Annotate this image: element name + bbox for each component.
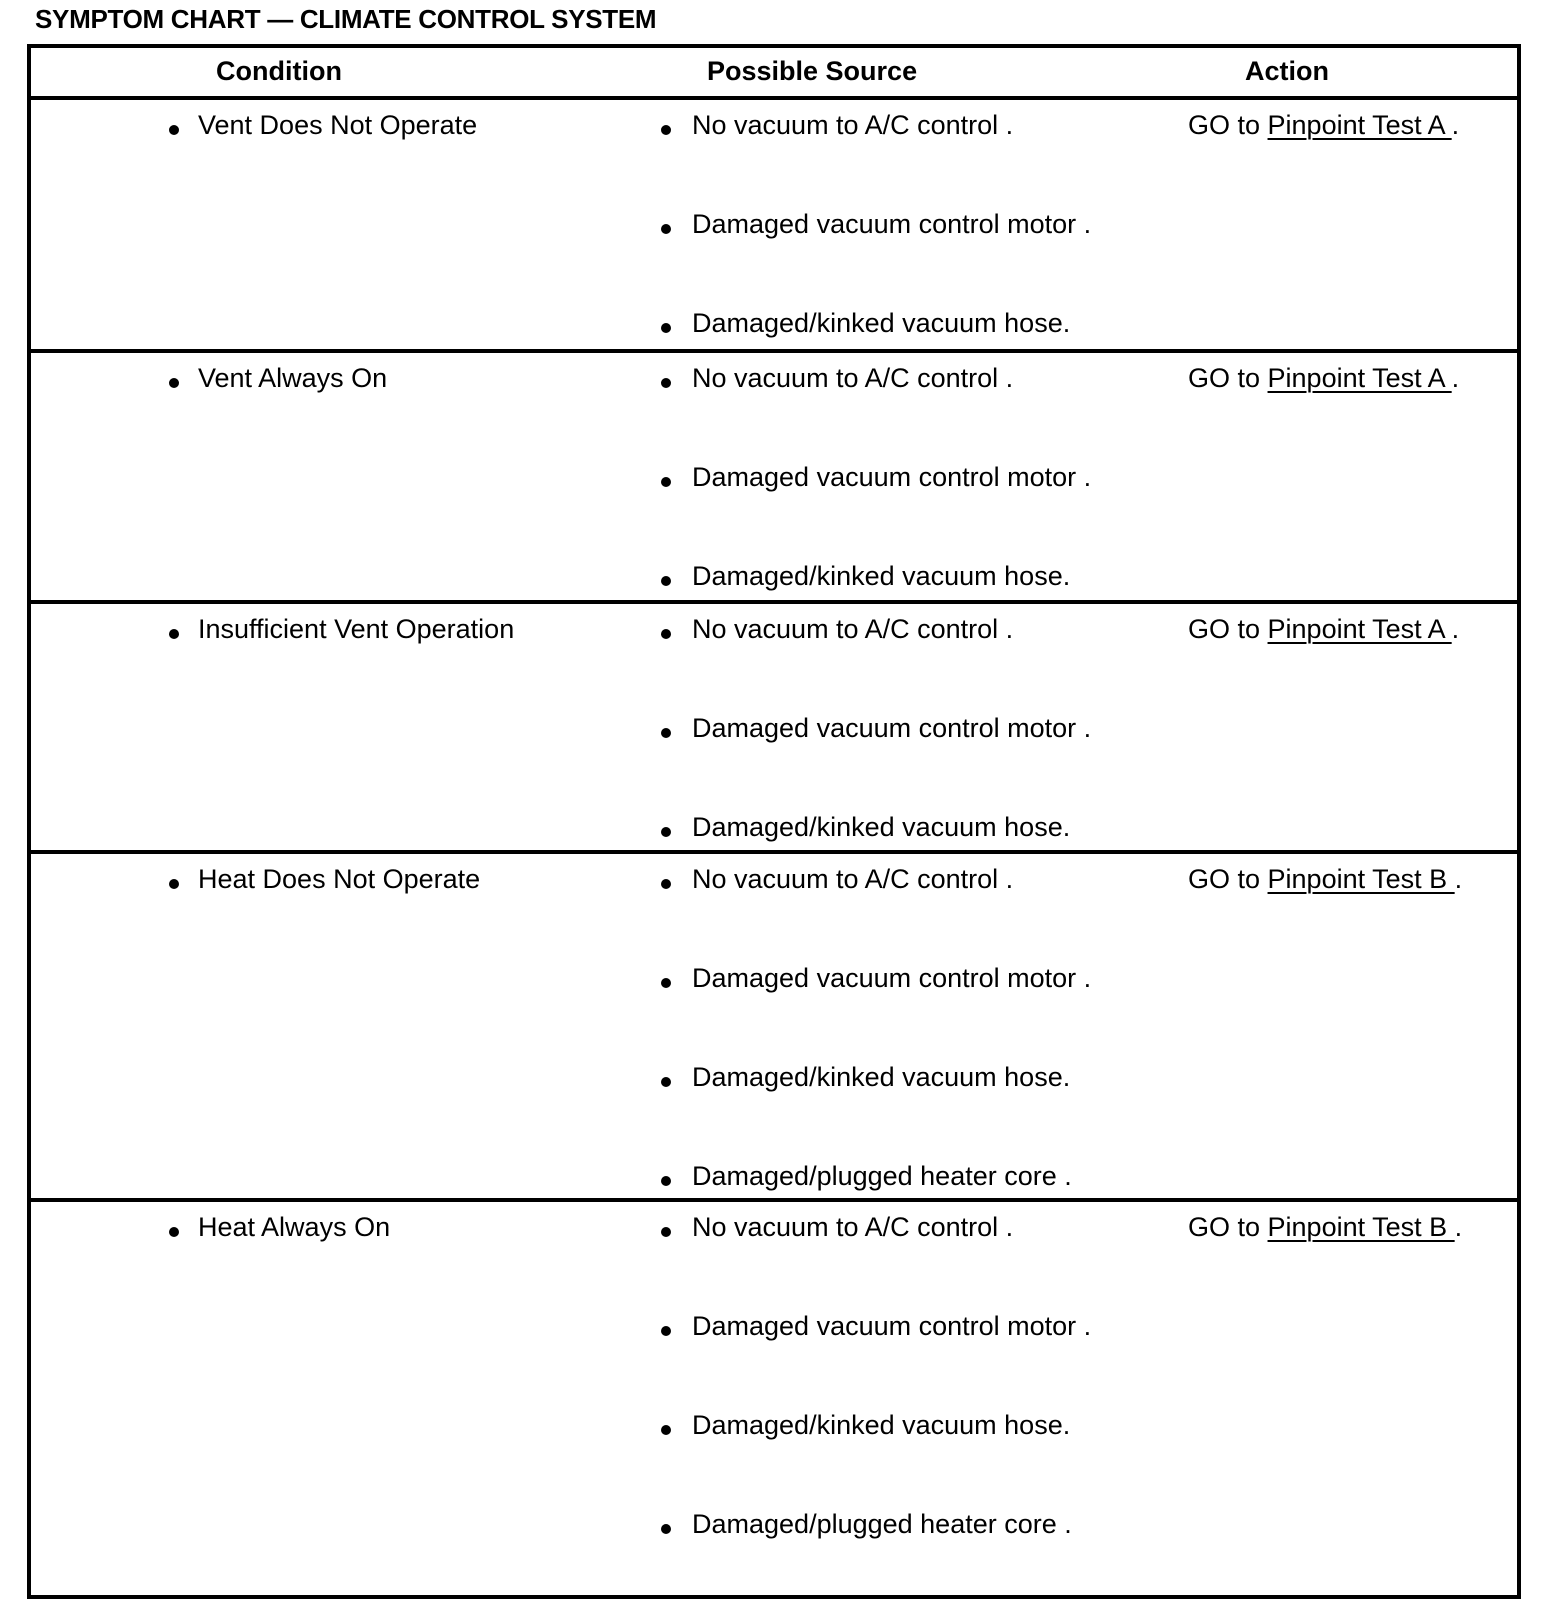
action-prefix: GO to xyxy=(1188,1212,1268,1242)
pinpoint-test-link[interactable]: Pinpoint Test B xyxy=(1267,1212,1455,1242)
possible-source-text: Damaged vacuum control motor . xyxy=(692,209,1092,239)
possible-source-text: Damaged vacuum control motor . xyxy=(692,713,1092,743)
header-action: Action xyxy=(1245,56,1329,86)
source-bullet-icon xyxy=(661,378,671,388)
source-bullet-icon xyxy=(661,1425,671,1435)
action-suffix: . xyxy=(1454,864,1463,894)
action-cell xyxy=(1188,363,1459,394)
source-bullet-icon xyxy=(661,224,671,234)
source-bullet-icon xyxy=(661,728,671,738)
possible-source-text: No vacuum to A/C control . xyxy=(692,864,1014,894)
action-suffix: . xyxy=(1454,1212,1463,1242)
condition-text: Vent Always On xyxy=(198,363,388,393)
condition-text: Heat Does Not Operate xyxy=(198,864,481,894)
possible-source-text: No vacuum to A/C control . xyxy=(692,363,1014,393)
condition-bullet-icon xyxy=(169,879,179,889)
header-possible-source: Possible Source xyxy=(707,56,918,86)
source-bullet-icon xyxy=(661,827,671,837)
action-prefix: GO to xyxy=(1188,614,1268,644)
possible-source-text: Damaged/kinked vacuum hose. xyxy=(692,1062,1071,1092)
condition-bullet-icon xyxy=(169,125,179,135)
source-bullet-icon xyxy=(661,477,671,487)
source-bullet-icon xyxy=(661,978,671,988)
table-row xyxy=(31,854,1517,1202)
source-bullet-icon xyxy=(661,323,671,333)
source-bullet-icon xyxy=(661,629,671,639)
condition-bullet-icon xyxy=(169,1227,179,1237)
possible-source-text: Damaged/kinked vacuum hose. xyxy=(692,1410,1071,1440)
action-cell xyxy=(1188,1212,1462,1243)
action-cell xyxy=(1188,614,1459,645)
condition-bullet-icon xyxy=(169,629,179,639)
table-row xyxy=(31,353,1517,604)
source-bullet-icon xyxy=(661,1077,671,1087)
possible-source-text: No vacuum to A/C control . xyxy=(692,614,1014,644)
possible-source-text: Damaged/plugged heater core . xyxy=(692,1509,1072,1539)
possible-source-text: No vacuum to A/C control . xyxy=(692,110,1014,140)
pinpoint-test-link[interactable]: Pinpoint Test B xyxy=(1267,864,1455,894)
header-condition: Condition xyxy=(216,56,342,86)
source-bullet-icon xyxy=(661,1524,671,1534)
possible-source-text: Damaged vacuum control motor . xyxy=(692,462,1092,492)
condition-text: Vent Does Not Operate xyxy=(198,110,478,140)
possible-source-text: Damaged/kinked vacuum hose. xyxy=(692,561,1071,591)
action-suffix: . xyxy=(1451,363,1460,393)
action-prefix: GO to xyxy=(1188,363,1268,393)
condition-text: Insufficient Vent Operation xyxy=(198,614,515,644)
condition-text: Heat Always On xyxy=(198,1212,391,1242)
symptom-chart-table xyxy=(27,44,1521,1599)
page-title: SYMPTOM CHART — CLIMATE CONTROL SYSTEM xyxy=(35,4,657,34)
pinpoint-test-link[interactable]: Pinpoint Test A xyxy=(1267,614,1452,644)
source-bullet-icon xyxy=(661,1176,671,1186)
possible-source-text: Damaged vacuum control motor . xyxy=(692,963,1092,993)
possible-source-text: Damaged/plugged heater core . xyxy=(692,1161,1072,1191)
possible-source-text: Damaged/kinked vacuum hose. xyxy=(692,812,1071,842)
source-bullet-icon xyxy=(661,1326,671,1336)
pinpoint-test-link[interactable]: Pinpoint Test A xyxy=(1267,110,1452,140)
table-header xyxy=(31,48,1517,100)
table-row xyxy=(31,100,1517,353)
action-suffix: . xyxy=(1451,110,1460,140)
source-bullet-icon xyxy=(661,125,671,135)
possible-source-text: Damaged/kinked vacuum hose. xyxy=(692,308,1071,338)
condition-bullet-icon xyxy=(169,378,179,388)
source-bullet-icon xyxy=(661,1227,671,1237)
possible-source-text: No vacuum to A/C control . xyxy=(692,1212,1014,1242)
source-bullet-icon xyxy=(661,879,671,889)
action-cell xyxy=(1188,110,1459,141)
source-bullet-icon xyxy=(661,576,671,586)
action-cell xyxy=(1188,864,1462,895)
table-row xyxy=(31,604,1517,854)
table-row xyxy=(31,1202,1517,1602)
action-prefix: GO to xyxy=(1188,864,1268,894)
pinpoint-test-link[interactable]: Pinpoint Test A xyxy=(1267,363,1452,393)
action-suffix: . xyxy=(1451,614,1460,644)
action-prefix: GO to xyxy=(1188,110,1268,140)
possible-source-text: Damaged vacuum control motor . xyxy=(692,1311,1092,1341)
